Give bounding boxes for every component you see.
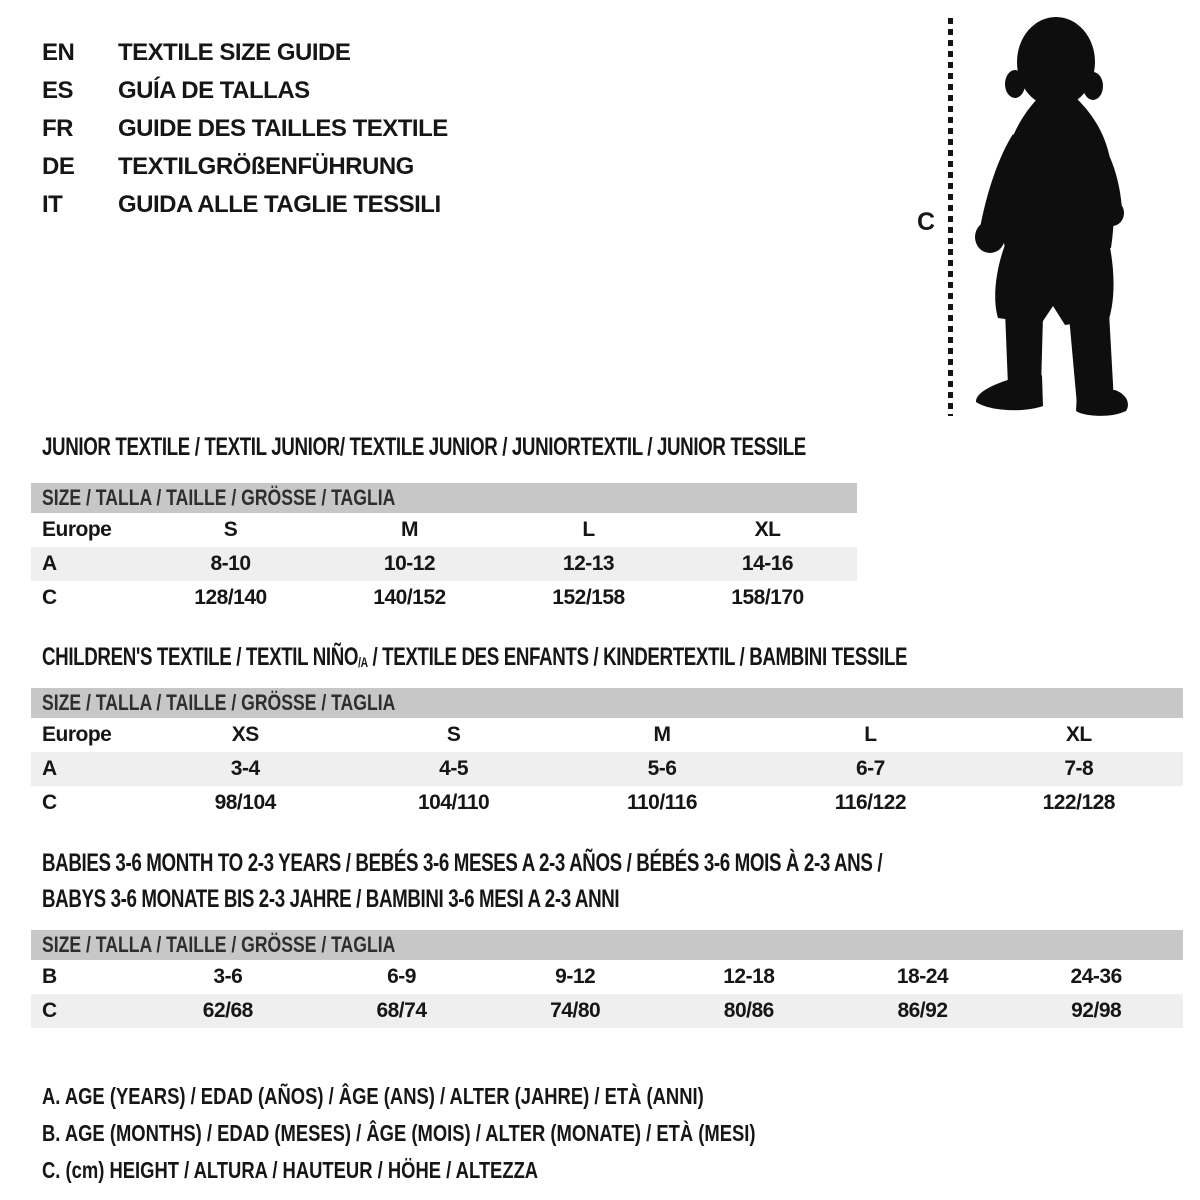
value-cell: 6-7 — [855, 757, 885, 780]
table-size-header: SIZE / TALLA / TAILLE / GRÖSSE / TAGLIA — [31, 483, 857, 513]
value-cell: 98/104 — [214, 791, 276, 814]
size-cell: S — [446, 723, 461, 746]
value-cell: 3-4 — [230, 757, 260, 780]
size-cell: XS — [231, 723, 259, 746]
value-cell: 4-5 — [439, 757, 469, 780]
language-code: ES — [42, 77, 74, 104]
language-row — [42, 34, 448, 72]
value-cell: 6-9 — [387, 965, 416, 988]
value-cell: 24-36 — [1070, 965, 1122, 988]
value-cell: 14-16 — [741, 552, 794, 575]
value-cell: 12-18 — [723, 965, 775, 988]
value-cell: 80/86 — [723, 999, 774, 1022]
size-cell: M — [653, 723, 671, 746]
table-size-header: SIZE / TALLA / TAILLE / GRÖSSE / TAGLIA — [31, 930, 1183, 960]
language-row — [42, 148, 448, 186]
size-cell: XL — [1065, 723, 1092, 746]
nino-a-subscript: /A — [358, 655, 368, 670]
section-title-babies: BABIES 3-6 MONTH TO 2-3 YEARS / BEBÉS 3-6 MESES A 2-3 AÑOS / BÉBÉS 3-6 MOIS À 2-3 ANS / BABYS 3-6 MONATE BIS 2-3 JAHRE / BAMBINI 3-6 MESI A 2-3 ANNI — [42, 849, 883, 913]
table-row-age — [31, 752, 1183, 786]
row-label: A — [42, 757, 57, 780]
table-row-height — [31, 581, 857, 615]
measurement-legend — [42, 1078, 934, 1189]
value-cell: 10-12 — [383, 552, 436, 575]
section-title-children: CHILDREN'S TEXTILE / TEXTIL NIÑO/A / TEXTILE DES ENFANTS / KINDERTEXTIL / BAMBINI TESSILE — [42, 643, 908, 671]
value-cell: 5-6 — [647, 757, 677, 780]
table-size-header: SIZE / TALLA / TAILLE / GRÖSSE / TAGLIA — [31, 688, 1183, 718]
value-cell: 92/98 — [1071, 999, 1122, 1022]
section-title-junior: JUNIOR TEXTILE / TEXTIL JUNIOR/ TEXTILE JUNIOR / JUNIORTEXTIL / JUNIOR TESSILE — [42, 433, 806, 461]
language-row — [42, 186, 448, 224]
table-row-height — [31, 786, 1183, 820]
row-label: Europe — [42, 723, 112, 746]
language-row — [42, 110, 448, 148]
value-cell: 116/122 — [834, 791, 907, 814]
height-measure-dashed-line — [948, 18, 953, 416]
legend-line-height: C. (cm) HEIGHT / ALTURA / HAUTEUR / HÖHE / ALTEZZA — [42, 1157, 539, 1183]
value-cell: 62/68 — [202, 999, 253, 1022]
language-code: DE — [42, 153, 75, 180]
value-cell: 128/140 — [194, 586, 267, 609]
language-title: TEXTILGRÖßENFÜHRUNG — [118, 153, 414, 180]
legend-line-age-years: A. AGE (YEARS) / EDAD (AÑOS) / ÂGE (ANS) / ALTER (JAHRE) / ETÀ (ANNI) — [42, 1083, 704, 1109]
size-cell: L — [864, 723, 877, 746]
table-row-age-months — [31, 960, 1183, 994]
language-title: GUÍA DE TALLAS — [118, 77, 310, 104]
value-cell: 8-10 — [210, 552, 251, 575]
junior-size-table — [31, 483, 857, 615]
value-cell: 104/110 — [417, 791, 490, 814]
value-cell: 110/116 — [626, 791, 698, 814]
row-label: B — [42, 965, 57, 988]
size-cell: S — [223, 518, 238, 541]
size-cell: M — [401, 518, 418, 541]
toddler-silhouette-icon — [963, 16, 1133, 416]
value-cell: 9-12 — [555, 965, 596, 988]
table-row-height — [31, 994, 1183, 1028]
row-label: A — [42, 552, 57, 575]
value-cell: 3-6 — [213, 965, 243, 988]
table-row-age — [31, 547, 857, 581]
language-title: TEXTILE SIZE GUIDE — [118, 39, 351, 66]
language-code: IT — [42, 191, 63, 218]
language-title: GUIDE DES TAILLES TEXTILE — [118, 115, 448, 142]
value-cell: 18-24 — [896, 965, 949, 988]
height-marker-label: C — [917, 208, 936, 236]
babies-size-table — [31, 930, 1183, 1028]
table-row-europe — [31, 718, 1183, 752]
size-cell: L — [582, 518, 595, 541]
value-cell: 12-13 — [562, 552, 615, 575]
value-cell: 140/152 — [373, 586, 446, 609]
language-title: GUIDA ALLE TAGLIE TESSILI — [118, 191, 441, 218]
language-code: EN — [42, 39, 75, 66]
row-label: C — [42, 999, 57, 1022]
legend-line-age-months: B. AGE (MONTHS) / EDAD (MESES) / ÂGE (MOIS) / ALTER (MONATE) / ETÀ (MESI) — [42, 1120, 756, 1146]
value-cell: 7-8 — [1064, 757, 1094, 780]
value-cell: 68/74 — [376, 999, 427, 1022]
language-title-block — [42, 34, 448, 224]
language-code: FR — [42, 115, 73, 142]
row-label: C — [42, 586, 57, 609]
row-label: C — [42, 791, 57, 814]
row-label: Europe — [42, 518, 112, 541]
value-cell: 152/158 — [552, 586, 625, 609]
value-cell: 158/170 — [731, 586, 804, 609]
language-row — [42, 72, 448, 110]
table-row-europe — [31, 513, 857, 547]
size-cell: XL — [754, 518, 781, 541]
value-cell: 122/128 — [1042, 791, 1115, 814]
children-size-table — [31, 688, 1183, 820]
value-cell: 74/80 — [550, 999, 601, 1022]
value-cell: 86/92 — [897, 999, 948, 1022]
